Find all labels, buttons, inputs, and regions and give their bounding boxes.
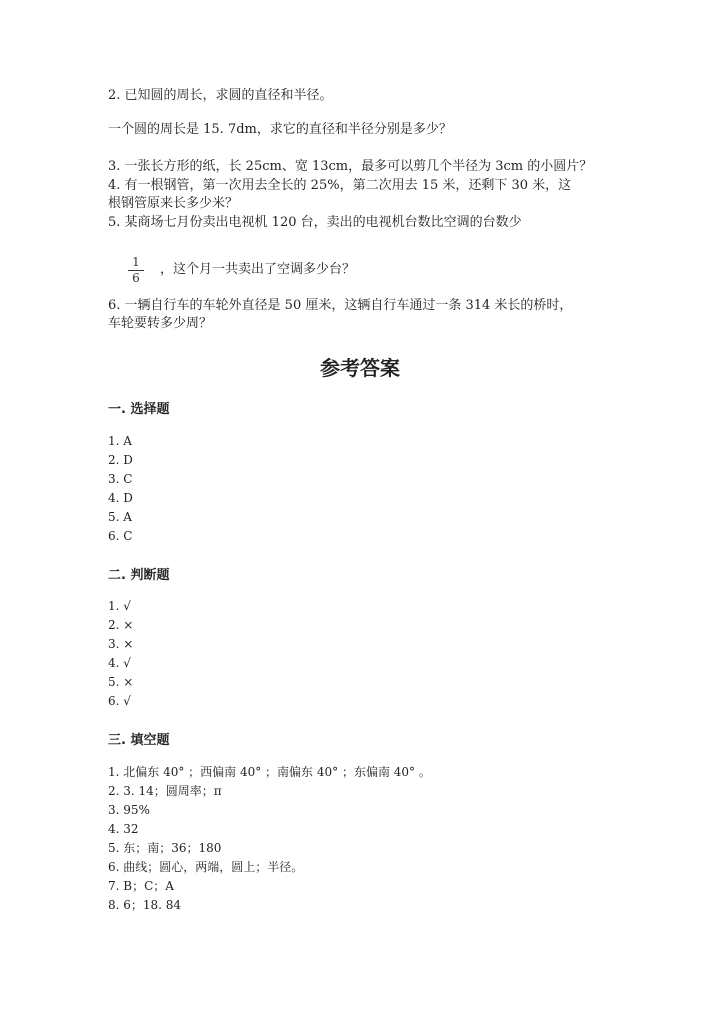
section-heading-choice: 一. 选择题: [108, 402, 170, 417]
question-6-line-2: 车轮要转多少周？: [108, 316, 213, 331]
question-5-line-2: ，这个月一共卖出了空调多少台？: [160, 262, 356, 277]
answer-item: 1. √: [108, 599, 131, 613]
answer-item: 4. D: [108, 491, 133, 505]
answer-item: 4. 32: [108, 822, 139, 836]
answer-item: 2. 3. 14；圆周率；π: [108, 784, 222, 798]
section-heading-judgement: 二. 判断题: [108, 568, 170, 583]
answer-item: 5. A: [108, 510, 132, 524]
answer-item: 3. ×: [108, 637, 134, 651]
fraction-one-sixth: [128, 256, 144, 285]
question-5-line-1: 5. 某商场七月份卖出电视机 120 台，卖出的电视机台数比空调的台数少: [108, 215, 522, 230]
question-4-line-2: 根钢管原来长多少米？: [108, 196, 239, 211]
answer-item: 7. B；C；A: [108, 879, 174, 893]
answer-item: 6. C: [108, 529, 133, 543]
answer-item: 3. 95%: [108, 803, 150, 817]
answer-item: 2. D: [108, 453, 133, 467]
question-2-title: 2. 已知圆的周长，求圆的直径和半径。: [108, 88, 333, 103]
answer-item: 5. ×: [108, 675, 134, 689]
question-6-line-1: 6. 一辆自行车的车轮外直径是 50 厘米，这辆自行车通过一条 314 米长的桥时，: [108, 298, 573, 313]
question-3: 3. 一张长方形的纸，长 25cm、宽 13cm，最多可以剪几个半径为 3cm 的小圆片？: [108, 159, 593, 174]
answer-item: 4. √: [108, 656, 131, 670]
answer-item: 1. 北偏东 40° ；西偏南 40° ；南偏东 40° ；东偏南 40° 。: [108, 765, 431, 779]
answer-item: 3. C: [108, 472, 133, 486]
answer-item: 2. ×: [108, 618, 134, 632]
fraction-denominator: 6: [132, 271, 140, 285]
question-4-line-1: 4. 有一根钢管，第一次用去全长的 25%，第二次用去 15 米，还剩下 30 米，这: [108, 178, 572, 193]
answer-item: 6. √: [108, 694, 131, 708]
answer-item: 1. A: [108, 434, 132, 448]
answer-item: 5. 东；南；36；180: [108, 841, 222, 855]
answer-key-title: 参考答案: [320, 356, 400, 380]
question-2-body: 一个圆的周长是 15. 7dm，求它的直径和半径分别是多少？: [108, 122, 452, 137]
answer-item: 6. 曲线；圆心，两端，圆上；半径。: [108, 860, 304, 874]
answer-item: 8. 6；18. 84: [108, 898, 182, 912]
section-heading-fill-blank: 三. 填空题: [108, 733, 170, 748]
fraction-numerator: 1: [132, 255, 140, 269]
